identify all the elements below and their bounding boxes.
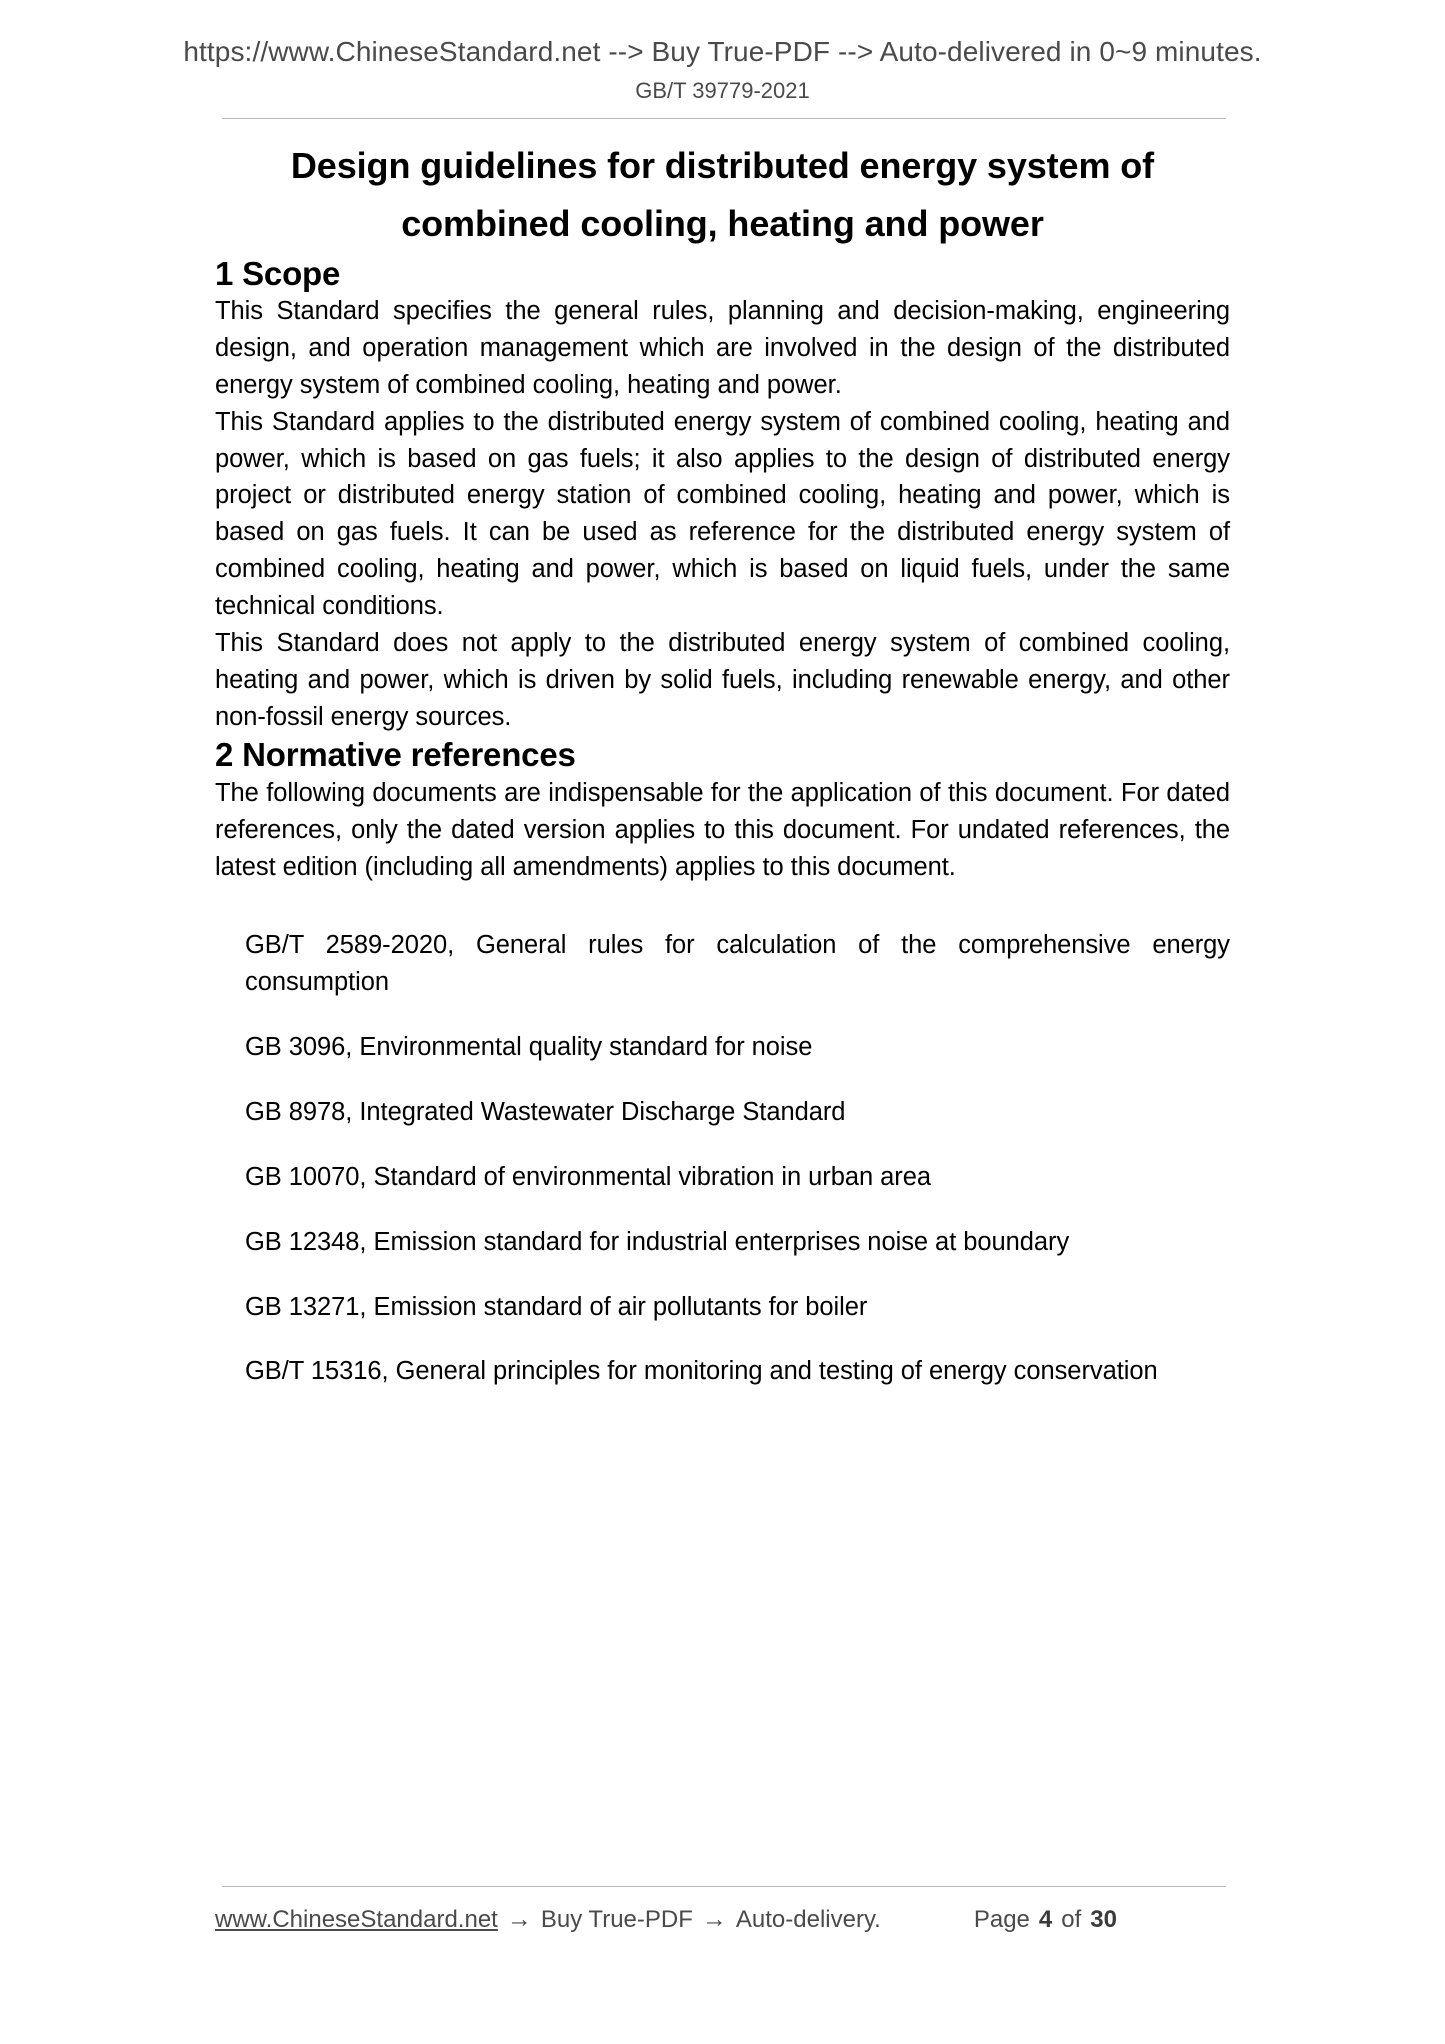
footer-delivery-label: Auto-delivery. — [735, 1906, 881, 1933]
arrow-right-icon: → — [506, 1905, 532, 1933]
document-body — [215, 0, 1230, 1390]
page-footer — [215, 1905, 1230, 1934]
header-standard-code: GB/T 39779-2021 — [635, 77, 810, 103]
list-item: GB 10070, Standard of environmental vibration in urban area — [245, 1162, 931, 1191]
page-indicator — [974, 1906, 1117, 1934]
list-item: GB 8978, Integrated Wastewater Discharge Standard — [245, 1098, 846, 1126]
scope-paragraph-2: This Standard applies to the distributed energy system of combined cooling, heating and power, which is based on gas fuels; it also applies to the design of distributed energy project or distributed energy station of combined cooling, heating and power, which is based on gas fuels. It can be used as reference for the distributed energy system of combined cooling, heating and power, which is based on liquid fuels, under the same technical conditions. — [215, 407, 1230, 620]
list-item: GB 3096, Environmental quality standard for noise — [245, 1033, 813, 1062]
footer-promo — [215, 1905, 881, 1934]
list-item: GB 12348, Emission standard for industrial enterprises noise at boundary — [245, 1227, 1070, 1256]
current-page-number: 4 — [1038, 1906, 1053, 1933]
scope-paragraph-1: This Standard specifies the general rules, planning and decision-making, engineering design, and operation management which are involved in the design of the distributed energy system of combined cooling, heating and power. — [215, 297, 1230, 399]
heading-scope: 1 Scope — [215, 254, 341, 292]
list-item: GB/T 2589-2020, General rules for calculation of the comprehensive energy consumption — [245, 931, 1230, 997]
document-title-line-2: combined cooling, heating and power — [401, 203, 1044, 245]
list-item: GB 13271, Emission standard of air pollutants for boiler — [245, 1292, 868, 1321]
scope-paragraph-3: This Standard does not apply to the distributed energy system of combined cooling, heating and power, which is driven by solid fuels, including renewable energy, and other non-fossil energy sources. — [215, 628, 1230, 731]
list-item: GB/T 15316, General principles for monitoring and testing of energy conservation — [245, 1357, 1158, 1386]
footer-website-link[interactable]: www.ChineseStandard.net — [215, 1906, 498, 1933]
footer-divider — [222, 1886, 1226, 1887]
arrow-right-icon-2: → — [701, 1905, 727, 1933]
normative-references-intro: The following documents are indispensable for the application of this document. For dated references, only the dated version applies to this document. For undated references, the latest edition (including all amendments) applies to this document. — [215, 778, 1230, 881]
header-watermark-url: https://www.ChineseStandard.net --> Buy True-PDF --> Auto-delivered in 0~9 minutes. — [183, 36, 1262, 67]
footer-buy-label: Buy True-PDF — [540, 1906, 693, 1933]
document-title-line-1: Design guidelines for distributed energy system of — [290, 145, 1155, 186]
of-label: of — [1061, 1906, 1082, 1933]
page-label: Page — [973, 1906, 1030, 1933]
normative-references-list — [215, 927, 1230, 1390]
total-page-count: 30 — [1090, 1906, 1117, 1933]
document-title — [215, 137, 1230, 254]
heading-normative-references: 2 Normative references — [215, 736, 576, 774]
